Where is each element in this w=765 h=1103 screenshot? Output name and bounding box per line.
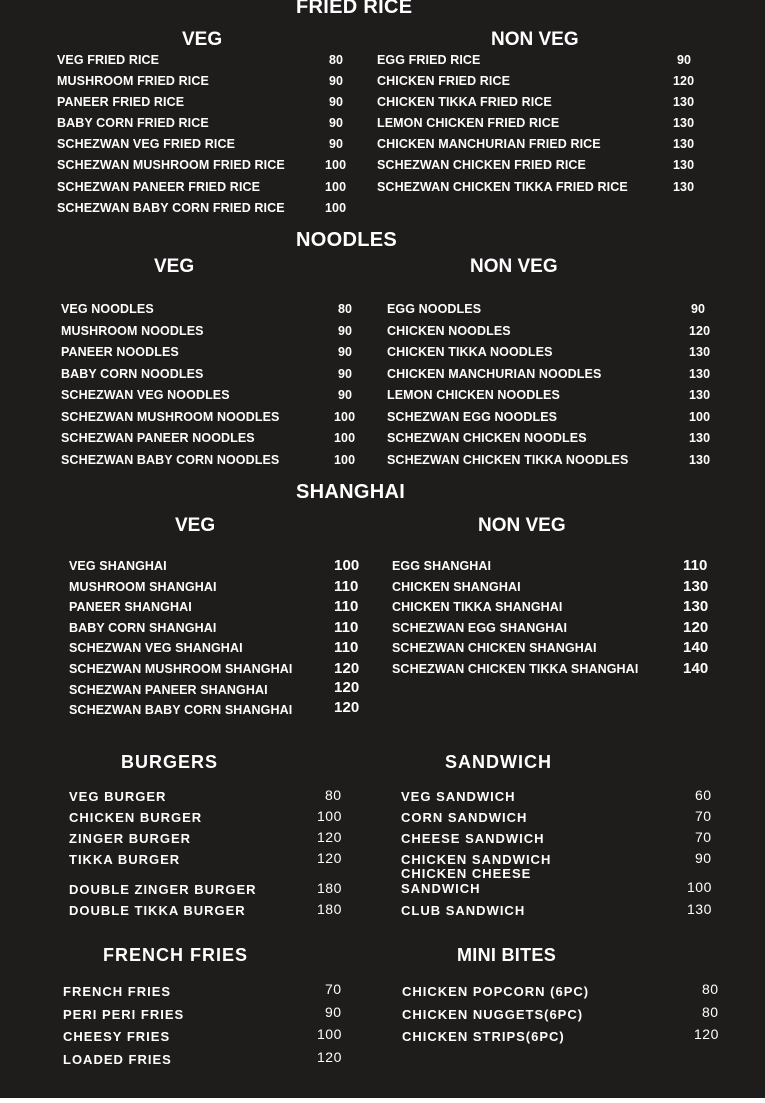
item-name: SCHEZWAN VEG FRIED RICE — [57, 137, 236, 152]
item-name: EGG NOODLES — [387, 302, 482, 316]
item-price: 120 — [694, 1026, 719, 1042]
item-price: 120 — [334, 678, 360, 696]
item-price: 90 — [338, 388, 353, 402]
item-name: CHICKEN FRIED RICE — [377, 74, 511, 89]
item-price: 120 — [334, 659, 360, 677]
item-name: PANEER FRIED RICE — [57, 95, 185, 110]
item-name: ZINGER BURGER — [69, 831, 192, 846]
item-name: PERI PERI FRIES — [63, 1006, 185, 1022]
fried-rice-veg-heading: VEG — [182, 29, 223, 50]
item-name: SCHEZWAN CHICKEN FRIED RICE — [377, 158, 586, 173]
item-price: 110 — [334, 618, 359, 636]
item-price: 90 — [329, 95, 344, 110]
item-price: 100 — [325, 158, 347, 173]
item-name: CHICKEN SANDWICH — [401, 852, 552, 867]
item-price: 80 — [329, 53, 344, 67]
mini-bites-title: MINI BITES — [457, 945, 557, 965]
item-name: MUSHROOM NOODLES — [61, 323, 204, 338]
item-price: 90 — [325, 1003, 342, 1020]
item-price: 70 — [325, 981, 342, 997]
noodles-title: NOODLES — [296, 229, 397, 251]
item-name: MUSHROOM FRIED RICE — [57, 74, 209, 89]
item-price: 80 — [338, 302, 353, 316]
item-price: 130 — [673, 116, 695, 131]
item-name: CHICKEN NOODLES — [387, 323, 511, 338]
item-name: CHICKEN SHANGHAI — [392, 579, 521, 594]
item-price: 130 — [683, 598, 709, 616]
item-name: DOUBLE TIKKA BURGER — [69, 903, 246, 918]
item-name: CHICKEN TIKKA NOODLES — [387, 345, 553, 359]
item-price: 180 — [317, 901, 342, 917]
french-fries-title: FRENCH FRIES — [103, 945, 249, 965]
item-price: 120 — [317, 1048, 342, 1065]
item-price: 130 — [689, 366, 711, 381]
item-name: LOADED FRIES — [63, 1051, 172, 1067]
item-price: 100 — [689, 409, 711, 424]
item-name: SCHEZWAN BABY CORN FRIED RICE — [57, 200, 285, 215]
item-price: 120 — [673, 74, 695, 89]
item-name: DOUBLE ZINGER BURGER — [69, 882, 257, 897]
item-price: 80 — [702, 981, 719, 997]
item-price: 120 — [683, 618, 709, 636]
item-price: 180 — [317, 880, 342, 896]
item-name — [401, 866, 531, 896]
fried-rice-nonveg-heading: NON VEG — [491, 29, 579, 50]
item-name: SCHEZWAN CHICKEN TIKKA FRIED RICE — [377, 179, 628, 194]
item-price: 80 — [702, 1003, 719, 1020]
item-name: LEMON CHICKEN NOODLES — [387, 388, 560, 402]
item-name: VEG FRIED RICE — [57, 53, 160, 67]
item-price: 100 — [317, 1026, 342, 1042]
item-price: 130 — [689, 431, 711, 445]
noodles-nonveg-heading: NON VEG — [470, 256, 558, 277]
item-name: EGG FRIED RICE — [377, 53, 481, 67]
item-name: CLUB SANDWICH — [401, 903, 526, 918]
item-price: 100 — [325, 200, 347, 215]
noodles-veg-heading: VEG — [154, 256, 195, 277]
item-price: 120 — [317, 850, 342, 866]
item-price: 130 — [673, 95, 695, 110]
item-name: SCHEZWAN PANEER FRIED RICE — [57, 179, 261, 194]
item-price: 140 — [683, 639, 709, 657]
item-name: CHICKEN POPCORN (6PC) — [402, 984, 590, 999]
item-price: 90 — [691, 302, 706, 316]
item-name: CHICKEN TIKKA SHANGHAI — [392, 600, 563, 615]
item-price: 60 — [695, 787, 712, 803]
item-name: SCHEZWAN CHICKEN SHANGHAI — [392, 641, 597, 656]
item-price: 130 — [683, 577, 709, 595]
item-price: 100 — [317, 808, 342, 824]
item-price: 90 — [338, 366, 353, 381]
item-name: SCHEZWAN BABY CORN SHANGHAI — [69, 703, 293, 718]
item-price: 90 — [677, 53, 692, 67]
item-name: VEG NOODLES — [61, 302, 154, 316]
item-price: 130 — [687, 901, 712, 917]
item-name: SCHEZWAN MUSHROOM NOODLES — [61, 409, 280, 424]
shanghai-nonveg-heading: NON VEG — [478, 515, 566, 536]
item-price: 110 — [683, 557, 708, 574]
item-price: 120 — [334, 699, 360, 717]
item-name: BABY CORN SHANGHAI — [69, 620, 217, 635]
item-name: SCHEZWAN MUSHROOM SHANGHAI — [69, 661, 293, 676]
item-name: SCHEZWAN EGG SHANGHAI — [392, 620, 568, 635]
item-price: 90 — [329, 116, 344, 131]
item-name: SCHEZWAN CHICKEN NOODLES — [387, 431, 587, 445]
item-name: BABY CORN NOODLES — [61, 366, 204, 381]
item-name: LEMON CHICKEN FRIED RICE — [377, 116, 560, 131]
item-name: SCHEZWAN PANEER SHANGHAI — [69, 682, 268, 697]
shanghai-veg-heading: VEG — [175, 515, 216, 536]
item-price: 100 — [687, 879, 712, 895]
item-name: CHICKEN MANCHURIAN FRIED RICE — [377, 137, 601, 152]
item-price: 90 — [329, 74, 344, 89]
item-name: CHICKEN NUGGETS(6PC) — [402, 1006, 584, 1022]
item-price: 70 — [695, 829, 712, 845]
item-name: CORN SANDWICH — [401, 810, 528, 825]
item-price: 100 — [325, 179, 347, 194]
item-name: CHEESE SANDWICH — [401, 831, 545, 846]
burgers-title: BURGERS — [121, 752, 219, 772]
item-price: 130 — [689, 388, 711, 402]
item-price: 130 — [673, 179, 695, 194]
item-price: 90 — [338, 323, 353, 338]
item-name: VEG SHANGHAI — [69, 559, 167, 573]
item-price: 130 — [689, 452, 711, 467]
item-price: 100 — [334, 557, 360, 574]
item-name: PANEER NOODLES — [61, 345, 179, 359]
fried-rice-title: FRIED RICE — [296, 0, 413, 18]
item-name: SCHEZWAN EGG NOODLES — [387, 409, 558, 424]
item-name: CHICKEN MANCHURIAN NOODLES — [387, 366, 602, 381]
item-price: 100 — [334, 409, 356, 424]
item-price: 130 — [689, 345, 711, 359]
item-name: EGG SHANGHAI — [392, 559, 492, 573]
item-price: 100 — [334, 431, 356, 445]
item-name: CHICKEN STRIPS(6PC) — [402, 1029, 565, 1044]
item-name: SCHEZWAN BABY CORN NOODLES — [61, 452, 280, 467]
item-price: 110 — [334, 639, 359, 657]
item-price: 80 — [325, 787, 342, 803]
item-name: SCHEZWAN CHICKEN TIKKA SHANGHAI — [392, 661, 639, 676]
item-price: 110 — [334, 577, 359, 595]
item-price: 90 — [338, 345, 353, 359]
item-name: SCHEZWAN CHICKEN TIKKA NOODLES — [387, 452, 629, 467]
item-price: 90 — [695, 850, 712, 866]
item-name: SCHEZWAN MUSHROOM FRIED RICE — [57, 158, 285, 173]
item-price: 120 — [689, 323, 711, 338]
item-name: VEG BURGER — [69, 789, 167, 804]
item-name: CHEESY FRIES — [63, 1029, 171, 1044]
item-name: PANEER SHANGHAI — [69, 600, 192, 615]
item-name: VEG SANDWICH — [401, 789, 516, 804]
sandwich-title: SANDWICH — [445, 752, 552, 772]
item-price: 90 — [329, 137, 344, 152]
item-price: 130 — [673, 158, 695, 173]
item-name-line2: SANDWICH — [401, 881, 481, 896]
item-price: 130 — [673, 137, 695, 152]
item-name: TIKKA BURGER — [69, 852, 181, 867]
item-name: BABY CORN FRIED RICE — [57, 116, 209, 131]
item-name: MUSHROOM SHANGHAI — [69, 579, 217, 594]
item-name: CHICKEN BURGER — [69, 810, 203, 825]
item-name: SCHEZWAN VEG NOODLES — [61, 388, 230, 402]
shanghai-title: SHANGHAI — [296, 481, 406, 503]
item-name: FRENCH FRIES — [63, 984, 172, 999]
item-price: 100 — [334, 452, 356, 467]
bottom-border — [0, 1098, 765, 1103]
item-price: 140 — [683, 659, 709, 677]
item-price: 120 — [317, 829, 342, 845]
item-name-line1: CHICKEN CHEESE — [401, 866, 532, 881]
item-name: SCHEZWAN VEG SHANGHAI — [69, 641, 243, 656]
item-name: CHICKEN TIKKA FRIED RICE — [377, 95, 552, 110]
item-price: 70 — [695, 808, 712, 824]
item-price: 110 — [334, 598, 359, 616]
item-name: SCHEZWAN PANEER NOODLES — [61, 431, 255, 445]
